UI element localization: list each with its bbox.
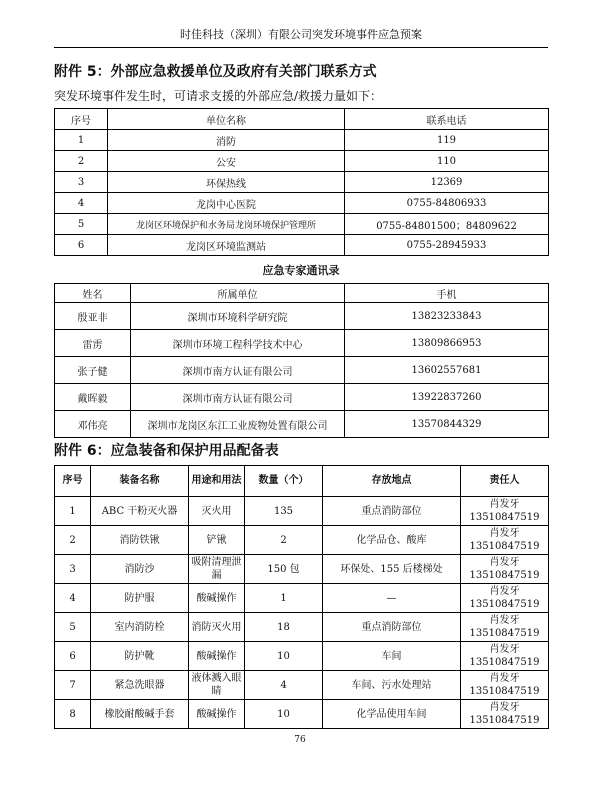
- table-row: [55, 384, 549, 411]
- column-header: 姓名: [55, 284, 131, 303]
- table-header-row: [55, 109, 549, 130]
- storage-location: 车间: [323, 642, 461, 671]
- annex6-title: 附件 6：应急装备和保护用品配备表: [54, 443, 279, 459]
- responsible-person: [461, 526, 549, 555]
- storage-location: 环保处、155 后楼梯处: [323, 555, 461, 584]
- equipment-use: 消防灭火用: [189, 613, 245, 642]
- column-header: 用途和用法: [189, 466, 245, 497]
- contact-phone: 0755-84806933: [345, 193, 549, 214]
- responsible-person: [461, 555, 549, 584]
- table-row: [55, 330, 549, 357]
- person-name: 肖发牙: [489, 673, 520, 684]
- storage-location: 化学品使用车间: [323, 700, 461, 729]
- column-header: 序号: [55, 466, 91, 497]
- equipment-use: 吸附清理泄漏: [189, 555, 245, 584]
- person-phone: 13510847519: [469, 541, 540, 552]
- table-row: [55, 671, 549, 700]
- storage-location: 重点消防部位: [323, 497, 461, 526]
- expert-unit: 深圳市环境科学研究院: [131, 303, 345, 330]
- expert-unit: 深圳市南方认证有限公司: [131, 357, 345, 384]
- row-number: 8: [55, 700, 91, 729]
- table-row: [55, 497, 549, 526]
- person-name: 肖发牙: [489, 499, 520, 510]
- responsible-person: [461, 497, 549, 526]
- unit-name: 环保热线: [108, 172, 345, 193]
- row-number: 2: [55, 526, 91, 555]
- expert-unit: 深圳市环境工程科学技术中心: [131, 330, 345, 357]
- table-row: [55, 642, 549, 671]
- row-number: 6: [55, 642, 91, 671]
- equipment-quantity: 150 包: [245, 555, 323, 584]
- contact-phone: 119: [345, 130, 549, 151]
- expert-phone: 13809866953: [345, 330, 549, 357]
- column-header: 所属单位: [131, 284, 345, 303]
- expert-unit: 深圳市龙岗区东江工业废物处置有限公司: [131, 411, 345, 438]
- unit-name: 消防: [108, 130, 345, 151]
- experts-title: 应急专家通讯录: [262, 264, 340, 277]
- equipment-name: 防护靴: [91, 642, 189, 671]
- column-header: 存放地点: [323, 466, 461, 497]
- row-number: 4: [55, 193, 108, 214]
- equipment-quantity: 10: [245, 642, 323, 671]
- equipment-quantity: 2: [245, 526, 323, 555]
- external-contacts-table: [54, 108, 549, 256]
- equipment-use: 酸碱操作: [189, 700, 245, 729]
- row-number: 3: [55, 555, 91, 584]
- contact-phone: 0755-28945933: [345, 235, 549, 256]
- column-header: 责任人: [461, 466, 549, 497]
- table-row: [55, 526, 549, 555]
- table-row: [55, 555, 549, 584]
- annex5-title: 附件 5：外部应急救援单位及政府有关部门联系方式: [54, 64, 377, 80]
- table-row: [55, 193, 549, 214]
- person-phone: 13510847519: [469, 570, 540, 581]
- annex5-intro: 突发环境事件发生时，可请求支援的外部应急/救援力量如下：: [54, 89, 383, 103]
- unit-name: 龙岗中心医院: [108, 193, 345, 214]
- row-number: 4: [55, 584, 91, 613]
- table-row: [55, 130, 549, 151]
- responsible-person: [461, 642, 549, 671]
- expert-name: 张子健: [55, 357, 131, 384]
- expert-name: 雷雳: [55, 330, 131, 357]
- storage-location: —: [323, 584, 461, 613]
- row-number: 1: [55, 130, 108, 151]
- row-number: 3: [55, 172, 108, 193]
- table-row: [55, 303, 549, 330]
- person-name: 肖发牙: [489, 644, 520, 655]
- table-row: [55, 151, 549, 172]
- equipment-quantity: 1: [245, 584, 323, 613]
- table-row: [55, 214, 549, 235]
- person-phone: 13510847519: [469, 512, 540, 523]
- equipment-name: 消防沙: [91, 555, 189, 584]
- table-header-row: [55, 466, 549, 497]
- equipment-table: [54, 465, 549, 729]
- table-row: [55, 357, 549, 384]
- equipment-name: ABC 干粉灭火器: [91, 497, 189, 526]
- equipment-use: 灭火用: [189, 497, 245, 526]
- equipment-use: 液体溅入眼睛: [189, 671, 245, 700]
- person-phone: 13510847519: [469, 686, 540, 697]
- equipment-name: 室内消防栓: [91, 613, 189, 642]
- storage-location: 车间、污水处理站: [323, 671, 461, 700]
- unit-name: 龙岗区环境监测站: [108, 235, 345, 256]
- expert-unit: 深圳市南方认证有限公司: [131, 384, 345, 411]
- equipment-quantity: 18: [245, 613, 323, 642]
- expert-phone: 13570844329: [345, 411, 549, 438]
- storage-location: 化学品仓、酸库: [323, 526, 461, 555]
- expert-name: 戴晖毅: [55, 384, 131, 411]
- row-number: 5: [55, 214, 108, 235]
- experts-table: [54, 283, 549, 438]
- column-header: 装备名称: [91, 466, 189, 497]
- row-number: 5: [55, 613, 91, 642]
- person-phone: 13510847519: [469, 599, 540, 610]
- equipment-use: 铲锹: [189, 526, 245, 555]
- equipment-name: 消防铁锹: [91, 526, 189, 555]
- person-phone: 13510847519: [469, 657, 540, 668]
- table-row: [55, 584, 549, 613]
- expert-phone: 13823233843: [345, 303, 549, 330]
- contact-phone: 12369: [345, 172, 549, 193]
- column-header: 数量（个）: [245, 466, 323, 497]
- unit-name: 公安: [108, 151, 345, 172]
- person-name: 肖发牙: [489, 615, 520, 626]
- page-number: 76: [294, 735, 306, 745]
- responsible-person: [461, 584, 549, 613]
- equipment-use: 酸碱操作: [189, 584, 245, 613]
- column-header: 手机: [345, 284, 549, 303]
- row-number: 1: [55, 497, 91, 526]
- row-number: 2: [55, 151, 108, 172]
- person-name: 肖发牙: [489, 702, 520, 713]
- person-phone: 13510847519: [469, 715, 540, 726]
- document-header: 时佳科技（深圳）有限公司突发环境事件应急预案: [54, 23, 548, 48]
- responsible-person: [461, 613, 549, 642]
- table-row: [55, 700, 549, 729]
- equipment-quantity: 135: [245, 497, 323, 526]
- column-header: 单位名称: [108, 109, 345, 130]
- responsible-person: [461, 700, 549, 729]
- equipment-use: 酸碱操作: [189, 642, 245, 671]
- table-row: [55, 613, 549, 642]
- column-header: 序号: [55, 109, 108, 130]
- equipment-quantity: 4: [245, 671, 323, 700]
- expert-name: 邓伟亮: [55, 411, 131, 438]
- expert-name: 殷亚非: [55, 303, 131, 330]
- storage-location: 重点消防部位: [323, 613, 461, 642]
- expert-phone: 13922837260: [345, 384, 549, 411]
- responsible-person: [461, 671, 549, 700]
- row-number: 7: [55, 671, 91, 700]
- person-name: 肖发牙: [489, 557, 520, 568]
- column-header: 联系电话: [345, 109, 549, 130]
- equipment-name: 防护服: [91, 584, 189, 613]
- table-row: [55, 235, 549, 256]
- table-row: [55, 411, 549, 438]
- person-name: 肖发牙: [489, 528, 520, 539]
- person-name: 肖发牙: [489, 586, 520, 597]
- table-header-row: [55, 284, 549, 303]
- equipment-name: 橡胶耐酸碱手套: [91, 700, 189, 729]
- contact-phone: 110: [345, 151, 549, 172]
- expert-phone: 13602557681: [345, 357, 549, 384]
- contact-phone: 0755-84801500；84809622: [345, 214, 549, 235]
- equipment-quantity: 10: [245, 700, 323, 729]
- unit-name: 龙岗区环境保护和水务局龙岗环境保护管理所: [108, 214, 345, 235]
- row-number: 6: [55, 235, 108, 256]
- equipment-name: 紧急洗眼器: [91, 671, 189, 700]
- person-phone: 13510847519: [469, 628, 540, 639]
- table-row: [55, 172, 549, 193]
